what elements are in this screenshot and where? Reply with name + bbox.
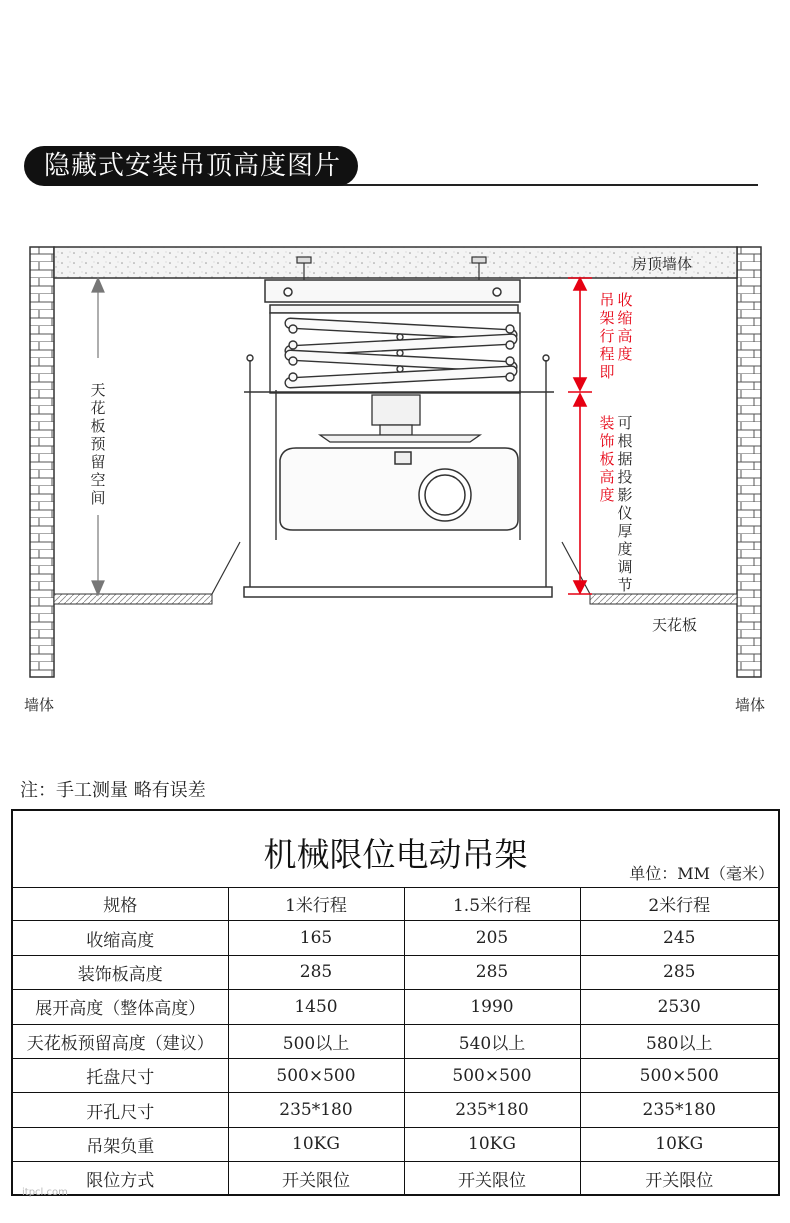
table-cell: 10KG xyxy=(580,1127,778,1161)
projector xyxy=(280,448,518,530)
table-cell: 2530 xyxy=(580,990,778,1024)
table-row xyxy=(13,1127,778,1161)
retract-label-col1 xyxy=(599,291,614,381)
adjust-label xyxy=(617,414,632,594)
projector-mount xyxy=(320,395,480,442)
spec-table-header xyxy=(13,811,778,888)
table-header-row xyxy=(13,887,778,921)
table-row xyxy=(13,921,778,955)
table-cell: 500×500 xyxy=(404,1058,580,1092)
table-cell: 540以上 xyxy=(404,1024,580,1058)
panel-height-arrow xyxy=(568,394,592,594)
table-cell: 285 xyxy=(228,955,404,989)
reserved-space-vertical-label xyxy=(90,381,105,507)
table-cell: 285 xyxy=(404,955,580,989)
retract-label-col2-text: 收缩高度 xyxy=(617,291,633,363)
row-label: 展开高度（整体高度） xyxy=(13,990,228,1024)
lift-top-frame xyxy=(265,280,520,313)
installation-diagram xyxy=(0,230,790,710)
row-label: 托盘尺寸 xyxy=(13,1058,228,1092)
ceiling-label: 天花板 xyxy=(652,616,698,634)
table-cell: 235*180 xyxy=(228,1093,404,1127)
table-cell: 500以上 xyxy=(228,1024,404,1058)
ceiling-top-label: 房顶墙体 xyxy=(632,255,693,273)
header-cell: 1米行程 xyxy=(228,887,404,921)
row-label: 吊架负重 xyxy=(13,1127,228,1161)
table-cell: 235*180 xyxy=(580,1093,778,1127)
table-cell: 开关限位 xyxy=(580,1162,778,1196)
table-cell: 500×500 xyxy=(228,1058,404,1092)
table-row xyxy=(13,1093,778,1127)
table-cell: 10KG xyxy=(228,1127,404,1161)
spec-table-unit: 单位：MM（毫米） xyxy=(629,864,774,883)
table-row xyxy=(13,1058,778,1092)
table-cell: 580以上 xyxy=(580,1024,778,1058)
table-cell: 235*180 xyxy=(404,1093,580,1127)
table-row xyxy=(13,1162,778,1196)
section-title-bar xyxy=(24,146,758,188)
table-cell: 1990 xyxy=(404,990,580,1024)
panel-height-label-text: 装饰板高度 xyxy=(599,414,615,504)
table-row xyxy=(13,1024,778,1058)
table-cell: 1450 xyxy=(228,990,404,1024)
decorative-plate xyxy=(244,587,552,597)
table-cell: 10KG xyxy=(404,1127,580,1161)
row-label: 开孔尺寸 xyxy=(13,1093,228,1127)
table-row xyxy=(13,955,778,989)
row-label: 装饰板高度 xyxy=(13,955,228,989)
header-cell: 1.5米行程 xyxy=(404,887,580,921)
scissor-mechanism xyxy=(270,313,520,393)
watermark: itpcl.com xyxy=(22,1187,68,1198)
row-label: 收缩高度 xyxy=(13,921,228,955)
ceiling-right xyxy=(590,594,737,604)
table-cell: 开关限位 xyxy=(228,1162,404,1196)
wall-left-label: 墙体 xyxy=(24,696,55,714)
table-cell: 205 xyxy=(404,921,580,955)
title-underline xyxy=(324,184,758,186)
spec-grid xyxy=(13,887,778,1196)
right-wall xyxy=(737,247,761,677)
spec-table xyxy=(11,809,780,1196)
table-cell: 开关限位 xyxy=(404,1162,580,1196)
table-cell: 165 xyxy=(228,921,404,955)
retract-height-arrow xyxy=(568,278,592,392)
row-label: 限位方式 xyxy=(13,1162,228,1196)
header-cell: 规格 xyxy=(13,887,228,921)
measurement-note: 注：手工测量 略有误差 xyxy=(20,780,206,801)
table-cell: 500×500 xyxy=(580,1058,778,1092)
table-row xyxy=(13,990,778,1024)
retract-label-col2 xyxy=(617,291,632,363)
section-title: 隐藏式安装吊顶高度图片 xyxy=(24,146,358,186)
left-wall xyxy=(30,247,54,677)
wall-right-label: 墙体 xyxy=(735,696,766,714)
panel-height-label xyxy=(599,414,614,504)
adjust-label-text: 可根据投影仪厚度调节 xyxy=(617,414,633,594)
header-cell: 2米行程 xyxy=(580,887,778,921)
retract-label-col1-text: 吊架行程即 xyxy=(599,291,615,381)
table-cell: 285 xyxy=(580,955,778,989)
spec-table-title: 机械限位电动吊架 xyxy=(263,835,528,874)
reserved-space-vertical-label-text: 天花板预留空间 xyxy=(90,381,106,507)
table-cell: 245 xyxy=(580,921,778,955)
row-label: 天花板预留高度（建议） xyxy=(13,1024,228,1058)
ceiling-left xyxy=(54,594,212,604)
